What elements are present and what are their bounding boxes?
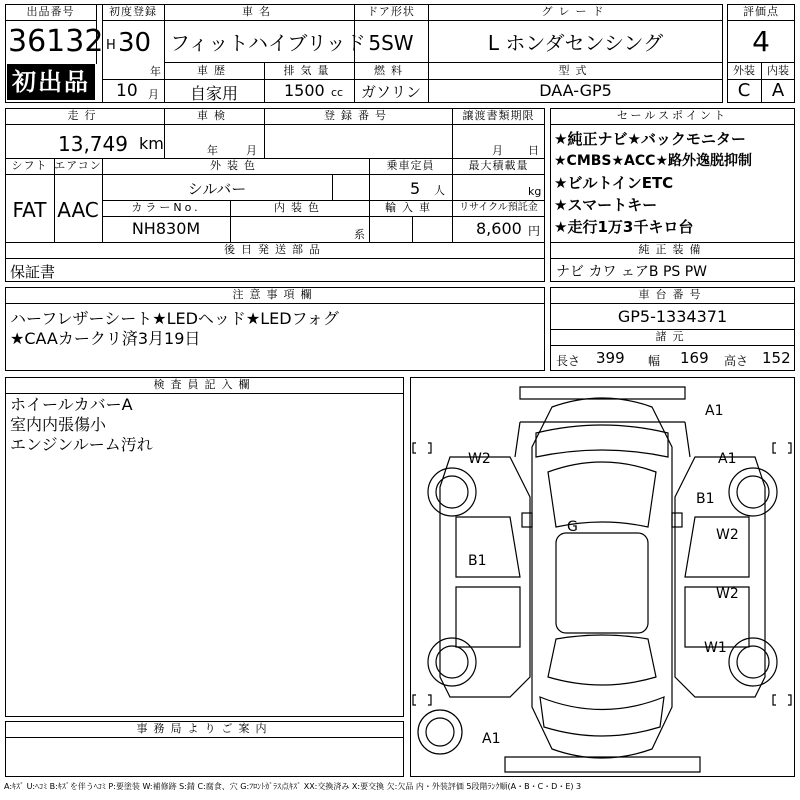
color-no: NH830M bbox=[131, 219, 201, 238]
mileage-header: 走行 bbox=[67, 109, 102, 122]
chassis-no-header: 車台番号 bbox=[638, 288, 707, 301]
wheel-rear-right bbox=[729, 638, 777, 686]
grade: L ホンダセンシング bbox=[487, 31, 664, 55]
max-load-header: 最大積載量 bbox=[468, 159, 529, 172]
sales-point: ★スマートキー bbox=[554, 196, 658, 214]
year-unit: 年 bbox=[150, 65, 161, 78]
mark-w2-right-2: W2 bbox=[716, 586, 739, 602]
notes-header: 注意事項欄 bbox=[232, 288, 318, 301]
front-bumper bbox=[520, 387, 685, 399]
recycle-value: 8,600 bbox=[476, 219, 522, 238]
car-diagram bbox=[410, 377, 795, 777]
standard-equip: ナビ カワ ェアB PS PW bbox=[556, 264, 708, 280]
int-color-header: 内装色 bbox=[274, 201, 325, 214]
import-header: 輸入車 bbox=[385, 201, 436, 214]
reg-no-header: 登録番号 bbox=[324, 109, 392, 122]
inspection-header: 車検 bbox=[197, 109, 231, 122]
fuel: ガソリン bbox=[360, 83, 421, 101]
mileage-unit: km bbox=[139, 134, 164, 153]
later-parts: 保証書 bbox=[10, 263, 56, 281]
later-parts-header: 後日発送部品 bbox=[224, 243, 326, 256]
grade-header: グレード bbox=[541, 5, 610, 18]
mark-b1-left: B1 bbox=[468, 553, 487, 569]
first-listing-badge: 初出品 bbox=[7, 64, 95, 100]
chassis-no: GP5-1334371 bbox=[617, 307, 728, 326]
mark-w2-right-1: W2 bbox=[716, 527, 739, 543]
ext-header: 外装 bbox=[733, 64, 755, 77]
reg-month: 10 bbox=[116, 81, 138, 101]
wheel-rear-left bbox=[428, 638, 476, 686]
mark-a1-front: A1 bbox=[705, 403, 724, 419]
trunk-panel bbox=[540, 697, 664, 736]
hood-panel bbox=[536, 425, 668, 457]
era: H bbox=[106, 38, 116, 53]
first-reg-header: 初度登録 bbox=[109, 5, 157, 18]
wheel-front-right bbox=[729, 468, 777, 516]
dimensions-header: 諸元 bbox=[655, 330, 690, 343]
office-header: 事務局よりご案内 bbox=[136, 722, 273, 735]
width-label: 幅 bbox=[648, 354, 661, 368]
aircon: AAC bbox=[57, 198, 99, 222]
int-header: 内装 bbox=[767, 64, 789, 77]
capacity-unit: 人 bbox=[434, 184, 445, 197]
aircon-header: エアコン bbox=[54, 159, 102, 172]
spare-wheel bbox=[418, 710, 462, 754]
lot-no-header: 出品番号 bbox=[26, 5, 75, 18]
length-value: 399 bbox=[596, 349, 625, 367]
recycle-header: リサイクル預託金 bbox=[459, 202, 538, 213]
sales-points-header: セールスポイント bbox=[616, 109, 728, 122]
model-header: 型式 bbox=[558, 64, 593, 77]
sales-point: ★走行1万3千キロ台 bbox=[554, 218, 694, 236]
score-header: 評価点 bbox=[743, 5, 779, 18]
rear-glass bbox=[548, 635, 656, 685]
width-value: 169 bbox=[680, 349, 709, 367]
sales-point: ★CMBS★ACC★路外逸脱抑制 bbox=[554, 153, 752, 169]
height-value: 152 bbox=[762, 349, 791, 367]
mark-a1-right-front: A1 bbox=[718, 451, 737, 467]
shift-header: シフト bbox=[11, 159, 48, 172]
reg-year: 30 bbox=[118, 28, 152, 58]
transfer-month-unit: 月 bbox=[492, 144, 503, 157]
load-unit: kg bbox=[528, 185, 542, 198]
capacity: 5 bbox=[410, 179, 421, 198]
legend: A:ｷｽﾞ U:ﾍｺﾐ B:ｷｽﾞを伴うﾍｺﾐ P:要塗装 W:補修跡 S:錆 C:腐食、穴 G:ﾌﾛﾝﾄｶﾞﾗｽ点ｷｽﾞ XX:交換済み X:要交換 欠:欠品 内・外装評価 5段階ﾗﾝｸ順(A・B・C・D・E) 3 bbox=[4, 782, 582, 791]
door-type: 5SW bbox=[368, 31, 414, 55]
lot-number: 36132 bbox=[8, 24, 104, 59]
mark-g-windshield: G bbox=[567, 519, 578, 535]
length-label: 長さ bbox=[556, 354, 581, 368]
int-color-suffix: 系 bbox=[354, 228, 365, 241]
windshield bbox=[548, 462, 656, 527]
wheel-front-left bbox=[428, 468, 476, 516]
displacement-unit: cc bbox=[331, 86, 344, 99]
height-label: 高さ bbox=[724, 354, 749, 368]
inspector-notes: ホイールカバーA 室内内張傷小 エンジンルーム汚れ bbox=[10, 395, 153, 454]
inspection-year-unit: 年 bbox=[207, 144, 218, 157]
displacement: 1500 bbox=[284, 81, 325, 100]
month-unit: 月 bbox=[148, 88, 159, 101]
car-name: フィットハイブリッド bbox=[170, 31, 366, 55]
displacement-header: 排気量 bbox=[283, 64, 335, 77]
mark-b1-right: B1 bbox=[696, 491, 715, 507]
ext-color-header: 外装色 bbox=[210, 159, 261, 172]
car-name-header: 車名 bbox=[242, 5, 276, 18]
model: DAA-GP5 bbox=[539, 81, 612, 100]
ext-score: C bbox=[737, 80, 751, 101]
transfer-header: 譲渡書類期限 bbox=[462, 109, 535, 122]
inspector-header: 検査員記入欄 bbox=[153, 378, 256, 391]
sales-point: ★ビルトインETC bbox=[554, 174, 674, 192]
roof-panel bbox=[556, 533, 648, 633]
mileage-value: 13,749 bbox=[58, 132, 128, 156]
sales-point: ★純正ナビ★バックモニター bbox=[554, 130, 746, 148]
history-header: 車歴 bbox=[197, 64, 231, 77]
inspection-month-unit: 月 bbox=[246, 144, 257, 157]
fuel-header: 燃料 bbox=[374, 64, 408, 77]
mirror-right bbox=[672, 513, 682, 527]
ext-color: シルバー bbox=[187, 180, 247, 198]
notes-text: ハーフレザーシート★LEDヘッド★LEDフォグ ★CAAカークリ済3月19日 bbox=[10, 309, 339, 348]
sales-points-list bbox=[554, 128, 794, 238]
recycle-unit: 円 bbox=[528, 224, 541, 238]
standard-equip-header: 純正装備 bbox=[638, 243, 707, 256]
overall-score: 4 bbox=[752, 25, 770, 58]
history: 自家用 bbox=[189, 84, 238, 103]
mark-a1-rear: A1 bbox=[482, 731, 501, 747]
door-type-header: ドア形状 bbox=[367, 5, 415, 18]
capacity-header: 乗車定員 bbox=[386, 159, 435, 172]
mark-w2-left-front: W2 bbox=[468, 451, 491, 467]
shift: FAT bbox=[12, 198, 47, 222]
color-no-header: カラーNo. bbox=[131, 201, 201, 214]
transfer-day-unit: 日 bbox=[528, 144, 539, 157]
car-body-outline bbox=[532, 398, 672, 758]
int-score: A bbox=[771, 80, 785, 101]
mark-w1-right: W1 bbox=[704, 640, 727, 656]
rear-bumper bbox=[505, 757, 700, 772]
